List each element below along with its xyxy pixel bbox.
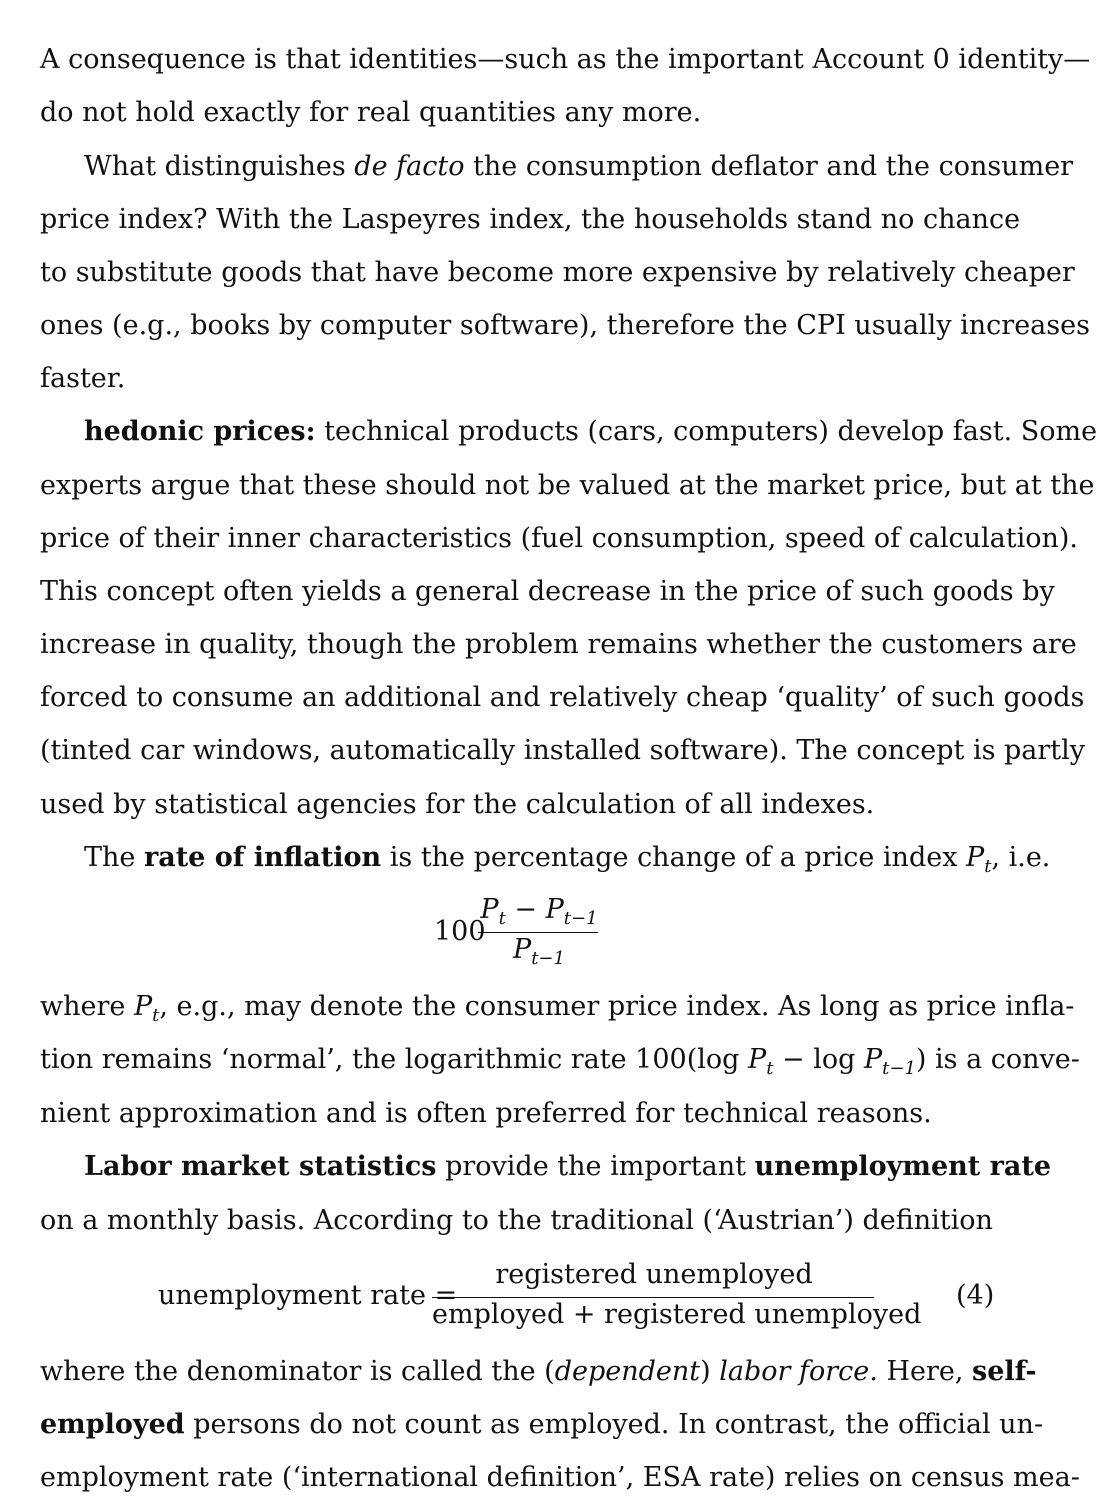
inflation-formula-fraction (478, 894, 600, 974)
unemployment-formula-lhs: unemployment rate = (158, 1280, 458, 1311)
unemployment-formula-denominator: employed + registered unemployed (432, 1299, 922, 1330)
paragraph-7-line-1: where the denominator is called the (dependent) labor force. Here, self- (40, 1356, 1037, 1387)
labor-market-statistics-term: Labor market statistics (84, 1151, 437, 1182)
unemployment-formula-numerator: registered unemployed (495, 1259, 813, 1290)
paragraph-3-line-1: hedonic prices: technical products (cars, computers) develop fast. Some (84, 416, 1097, 447)
paragraph-3-line-8: used by statistical agencies for the calculation of all indexes. (40, 789, 875, 820)
paragraph-4-line-1: The rate of inflation is the percentage change of a price index $P_t$, i.e. (84, 842, 1051, 877)
paragraph-7-line-3: employment rate (‘international definition’, ESA rate) relies on census mea- (40, 1462, 1080, 1493)
paragraph-5-line-1: where $P_t$, e.g., may denote the consumer price index. As long as price infla- (40, 991, 1075, 1026)
inflation-formula-fraction-bar (478, 932, 598, 933)
paragraph-3-line-2: experts argue that these should not be valued at the market price, but at the (40, 470, 1095, 501)
paragraph-1-line-2: do not hold exactly for real quantities any more. (40, 97, 702, 128)
inflation-formula-numerator: $P_t - P_{t-1}$ (480, 894, 598, 929)
unemployment-rate-term: unemployment rate (754, 1151, 1051, 1182)
paragraph-3-line-5: increase in quality, though the problem remains whether the customers are (40, 629, 1077, 660)
paragraph-3-line-7: (tinted car windows, automatically installed software). The concept is partly (40, 735, 1086, 766)
paragraph-6-line-2: on a monthly basis. According to the traditional (‘Austrian’) definition (40, 1205, 993, 1236)
equation-number-4: (4) (956, 1280, 995, 1311)
paragraph-2-line-3: to substitute goods that have become more expensive by relatively cheaper (40, 257, 1075, 288)
paragraph-3-line-4: This concept often yields a general decrease in the price of such goods by (40, 576, 1055, 607)
de-facto-emphasis: de facto (354, 151, 465, 182)
paragraph-2-line-2: price index? With the Laspeyres index, the households stand no chance (40, 204, 1021, 235)
paragraph-1-line-1: A consequence is that identities—such as the important Account 0 identity— (40, 44, 1091, 75)
paragraph-3-line-6: forced to consume an additional and relatively cheap ‘quality’ of such goods (40, 682, 1085, 713)
rate-of-inflation-term: rate of inflation (143, 842, 382, 873)
inflation-formula-coefficient: 100 (434, 916, 486, 947)
paragraph-5-line-3: nient approximation and is often preferred for technical reasons. (40, 1098, 932, 1129)
hedonic-prices-term: hedonic prices: (84, 416, 316, 447)
paragraph-2-line-4: ones (e.g., books by computer software), therefore the CPI usually increases (40, 310, 1090, 341)
unemployment-formula-fraction-bar (432, 1297, 874, 1298)
paragraph-3-line-3: price of their inner characteristics (fuel consumption, speed of calculation). (40, 523, 1079, 554)
inflation-formula-denominator: $P_{t-1}$ (513, 934, 565, 969)
paragraph-6-line-1: Labor market statistics provide the important unemployment rate (84, 1151, 1051, 1182)
paragraph-2-line-1: What distinguishes de facto the consumption deflator and the consumer (84, 151, 1074, 182)
paragraph-2-line-5: faster. (40, 363, 126, 394)
paragraph-7-line-2: employed persons do not count as employed. In contrast, the official un- (40, 1409, 1044, 1440)
paragraph-5-line-2: tion remains ‘normal’, the logarithmic rate 100(log $P_t - \log P_{t-1}$) is a conve- (40, 1044, 1080, 1079)
unemployment-formula-fraction (432, 1259, 922, 1339)
